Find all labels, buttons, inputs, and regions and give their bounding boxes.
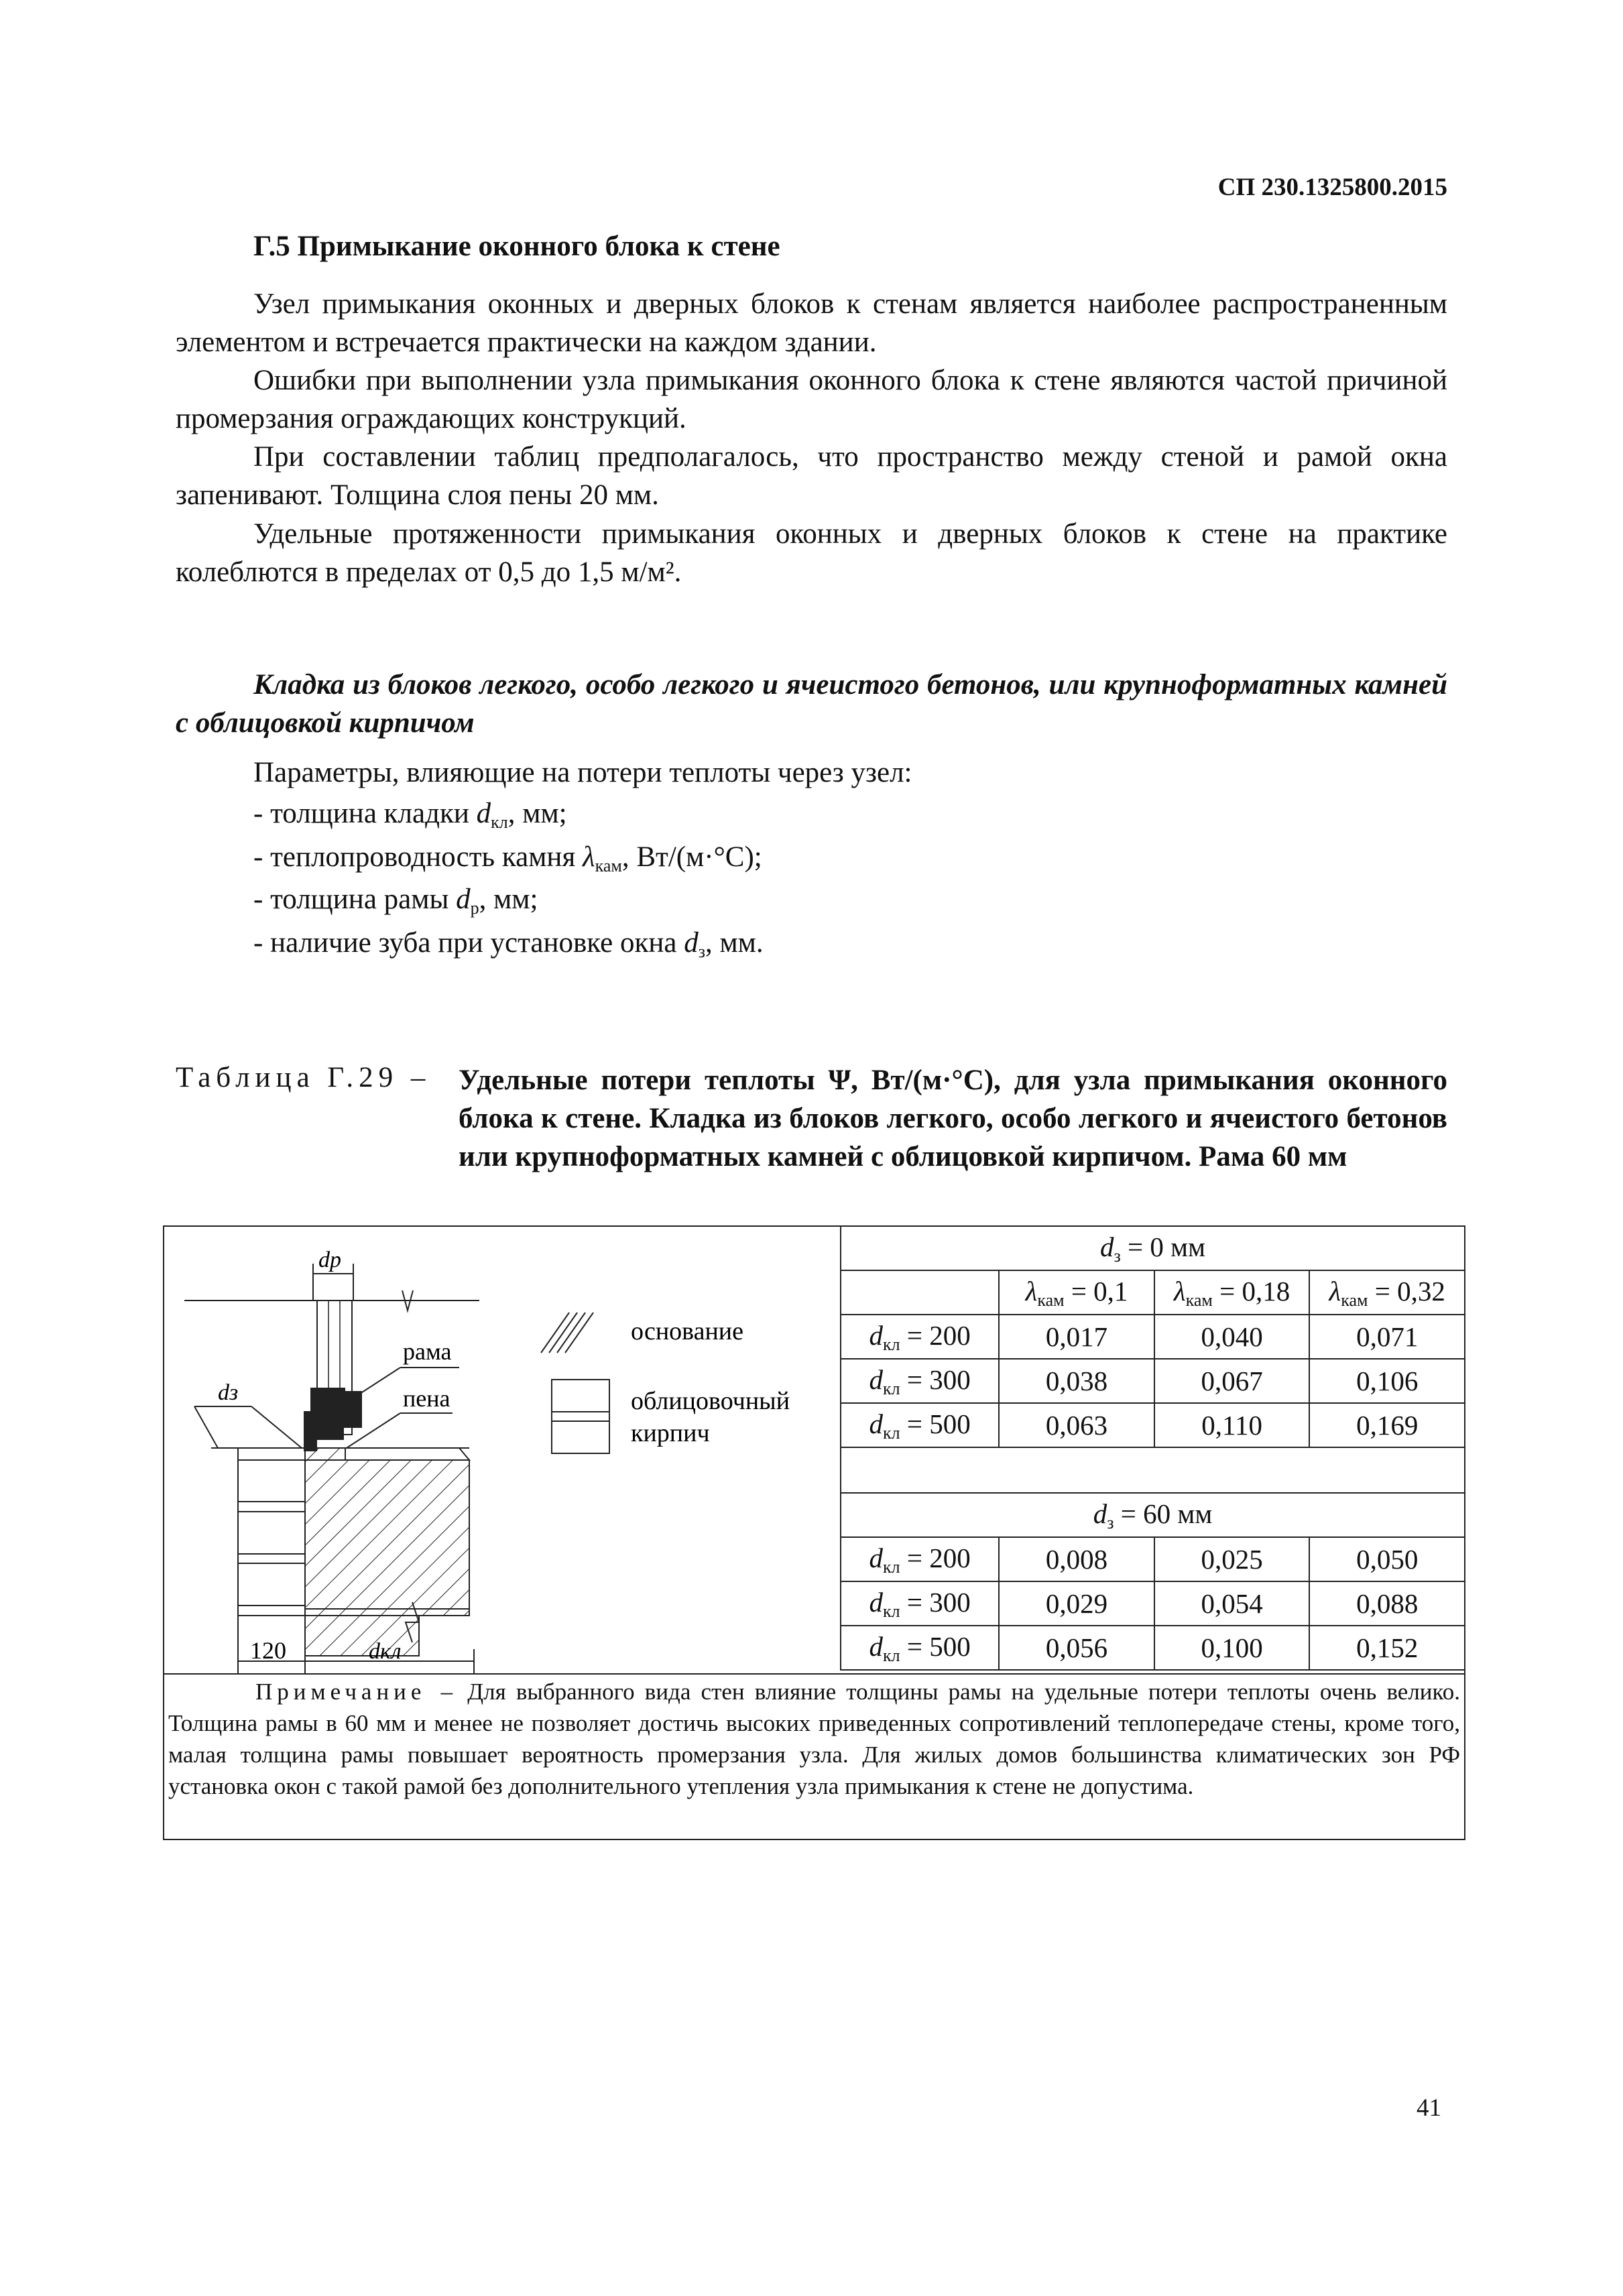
cell-value: 0,088	[1309, 1581, 1464, 1626]
column-header: $\lambda_{кам} = 0,32$	[1309, 1270, 1464, 1315]
cell-value: 0,071	[1309, 1315, 1464, 1359]
note-label: Примечание –	[255, 1679, 458, 1705]
paragraph-1: Узел примыкания оконных и дверных блоков к стенам является наиболее распространенным элементом и встречается практически на каждом здании.	[176, 288, 1447, 358]
cell-value: 0,100	[1154, 1626, 1310, 1670]
dp-label: dр	[318, 1248, 341, 1272]
row-key: $d_{кл} = 500$	[841, 1403, 999, 1447]
dkl-label: dкл	[369, 1639, 402, 1664]
legend-brick-label-2: кирпич	[631, 1419, 710, 1447]
row-key: $d_{кл} = 500$	[841, 1626, 999, 1670]
param-item: - теплопроводность камня $\lambda_{кам}$, Вт/(м·°С);	[253, 841, 762, 875]
cell-value: 0,025	[1154, 1537, 1310, 1581]
table-row	[841, 1270, 1464, 1315]
cell-value: 0,106	[1309, 1359, 1464, 1403]
dz-label: dз	[218, 1380, 239, 1405]
cell-value: 0,029	[999, 1581, 1154, 1626]
paragraph-2: Ошибки при выполнении узла примыкания оконного блока к стене являются частой причиной промерзания ограждающих конструкций.	[176, 365, 1447, 434]
table-row	[841, 1403, 1464, 1447]
table-caption: Удельные потери теплоты Ψ, Вт/(м·°С), для узла примыкания оконного блока к стене. Кладка из блоков легкого, особо легкого и ячеистого бетонов или крупноформатных камней с облицовкой кирпичом. Рама 60 мм	[459, 1065, 1447, 1172]
note-divider	[163, 1673, 1465, 1675]
dim-120-label: 120	[250, 1637, 286, 1664]
table-row	[841, 1227, 1464, 1270]
group-header: $d_з = 0$ мм	[841, 1227, 1464, 1270]
spacer-row	[841, 1447, 1464, 1493]
cell-value: 0,152	[1309, 1626, 1464, 1670]
cell-value: 0,067	[1154, 1359, 1310, 1403]
heat-loss-table	[840, 1227, 1464, 1671]
row-key: $d_{кл} = 300$	[841, 1359, 999, 1403]
param-item: - толщина кладки $d_{кл}$, мм;	[253, 798, 567, 832]
column-header: $\lambda_{кам} = 0,1$	[999, 1270, 1154, 1315]
cell-value: 0,054	[1154, 1581, 1310, 1626]
page-number: 41	[1417, 2094, 1441, 2122]
legend-brick-label-1: облицовочный	[631, 1387, 790, 1415]
row-key: $d_{кл} = 300$	[841, 1581, 999, 1626]
table-row	[841, 1315, 1464, 1359]
document-code: СП 230.1325800.2015	[1217, 174, 1447, 201]
table-note	[168, 1676, 1460, 1802]
table-row	[841, 1626, 1464, 1670]
table-label: Таблица Г.29 –	[176, 1062, 431, 1093]
row-key: $d_{кл} = 200$	[841, 1315, 999, 1359]
section-title: Г.5 Примыкание оконного блока к стене	[253, 231, 780, 262]
table-row	[841, 1447, 1464, 1493]
empty-cell	[841, 1270, 999, 1315]
cell-value: 0,038	[999, 1359, 1154, 1403]
cell-value: 0,056	[999, 1626, 1154, 1670]
window-junction-diagram	[164, 1227, 840, 1675]
subsection-title: Кладка из блоков легкого, особо легкого и ячеистого бетонов, или крупноформатных камней с облицовкой кирпичом	[176, 669, 1447, 739]
cell-value: 0,169	[1309, 1403, 1464, 1447]
note-text: Для выбранного вида стен влияние толщины рамы на удельные потери теплоты очень велико. Толщина рамы в 60 мм и менее не позволяет достичь высоких приведенных сопротивлений теплопередаче стены, кроме того, малая толщина рамы повышает вероятность промерзания узла. Для жилых домов большинства климатических зон РФ установка окон с такой рамой без дополнительного утепления узла примыкания к стене не допустима.	[168, 1679, 1461, 1799]
column-header: $\lambda_{кам} = 0,18$	[1154, 1270, 1310, 1315]
paragraph-4: Удельные протяженности примыкания оконных и дверных блоков к стене на практике колеблются в пределах от 0,5 до 1,5 м/м².	[176, 518, 1447, 588]
frame-label: рама	[403, 1338, 452, 1365]
table-row	[841, 1581, 1464, 1626]
param-item: - толщина рамы $d_р$, мм;	[253, 884, 538, 918]
legend-base-label: основание	[631, 1317, 743, 1345]
table-row	[841, 1493, 1464, 1537]
cell-value: 0,063	[999, 1403, 1154, 1447]
table-row	[841, 1359, 1464, 1403]
legend-base-icon	[541, 1313, 593, 1353]
params-intro: Параметры, влияющие на потери теплоты через узел:	[253, 757, 912, 788]
cell-value: 0,017	[999, 1315, 1154, 1359]
cell-value: 0,050	[1309, 1537, 1464, 1581]
paragraph-3: При составлении таблиц предполагалось, что пространство между стеной и рамой окна запенивают. Толщина слоя пены 20 мм.	[176, 441, 1447, 511]
legend-brick-icon	[552, 1380, 609, 1453]
cell-value: 0,008	[999, 1537, 1154, 1581]
group-header: $d_з = 60$ мм	[841, 1493, 1464, 1537]
param-item: - наличие зуба при установке окна $d_з$, мм.	[253, 927, 764, 961]
table-row	[841, 1537, 1464, 1581]
row-key: $d_{кл} = 200$	[841, 1537, 999, 1581]
foam-label: пена	[403, 1385, 450, 1412]
cell-value: 0,110	[1154, 1403, 1310, 1447]
cell-value: 0,040	[1154, 1315, 1310, 1359]
